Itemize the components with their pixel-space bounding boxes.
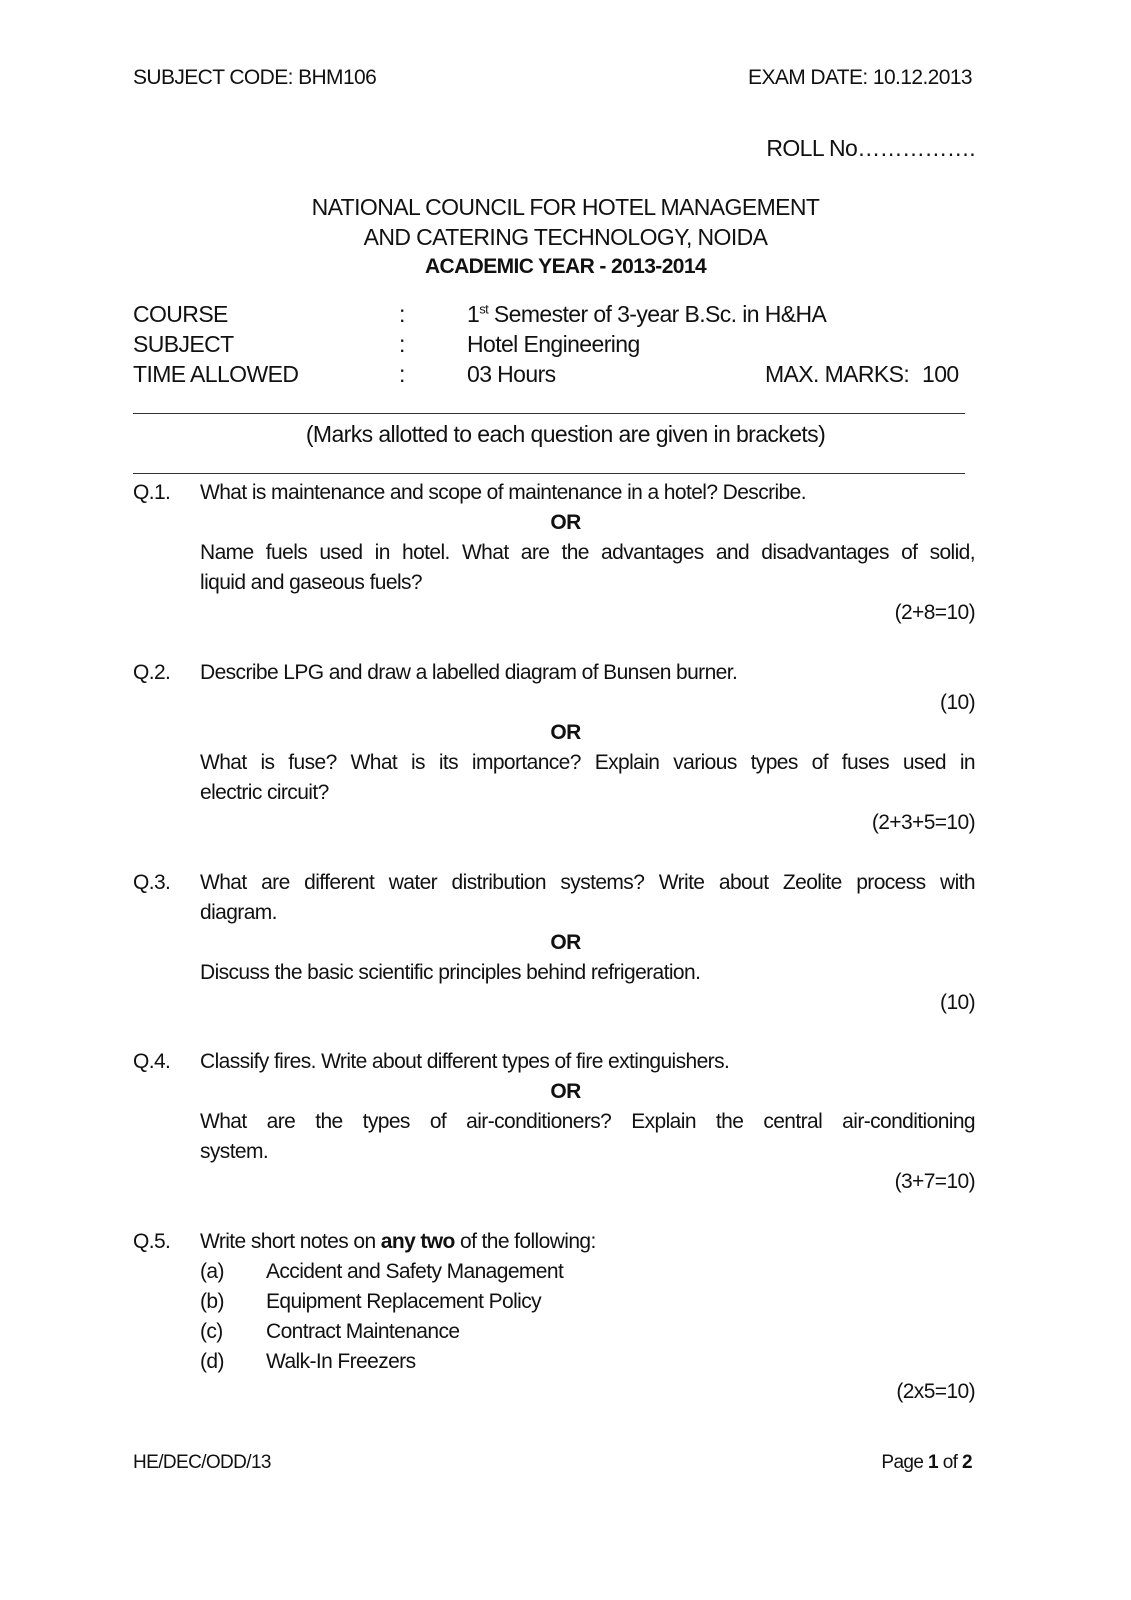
- question-text: diagram.: [200, 901, 277, 924]
- course-value: 1st Semester of 3-year B.Sc. in H&HA: [467, 301, 827, 327]
- max-marks-value: 100: [922, 361, 959, 387]
- question-text: What is fuse? What is its importance? Explain various types of fuses used in: [200, 751, 975, 774]
- divider: [133, 473, 965, 474]
- question-number: Q.2.: [133, 661, 171, 684]
- question-text: What are the types of air-conditioners? Explain the central air-conditioning: [200, 1110, 975, 1133]
- question-text: electric circuit?: [200, 781, 329, 804]
- exam-date: EXAM DATE: 10.12.2013: [748, 66, 972, 89]
- question-marks: (2+8=10): [894, 601, 975, 624]
- option-key: (b): [200, 1290, 224, 1313]
- subject-value: Hotel Engineering: [467, 331, 640, 357]
- question-text: What is maintenance and scope of maintenance in a hotel? Describe.: [200, 481, 806, 504]
- question-number: Q.1.: [133, 481, 171, 504]
- option-text: Contract Maintenance: [266, 1320, 460, 1343]
- option-key: (d): [200, 1350, 224, 1373]
- course-label: COURSE: [133, 301, 228, 327]
- question-number: Q.5.: [133, 1230, 171, 1253]
- time-value: 03 Hours: [467, 361, 556, 387]
- question-marks: (2+3+5=10): [871, 811, 975, 834]
- option-text: Equipment Replacement Policy: [266, 1290, 542, 1313]
- page-number: Page 1 of 2: [881, 1452, 972, 1473]
- subject-label: SUBJECT: [133, 331, 234, 357]
- or-separator: OR: [550, 721, 581, 744]
- or-separator: OR: [550, 931, 581, 954]
- colon: :: [399, 361, 405, 387]
- time-label: TIME ALLOWED: [133, 361, 299, 387]
- colon: :: [399, 301, 405, 327]
- academic-year: ACADEMIC YEAR - 2013-2014: [424, 255, 707, 278]
- question-text: liquid and gaseous fuels?: [200, 571, 423, 594]
- question-marks: (3+7=10): [894, 1170, 975, 1193]
- question-text: Discuss the basic scientific principles behind refrigeration.: [200, 961, 701, 984]
- question-marks: (10): [940, 691, 975, 714]
- or-separator: OR: [550, 511, 581, 534]
- subject-code: SUBJECT CODE: BHM106: [133, 66, 377, 89]
- divider: [133, 413, 965, 414]
- option-key: (c): [200, 1320, 223, 1343]
- title-line-2: AND CATERING TECHNOLOGY, NOIDA: [363, 224, 768, 250]
- question-text: Classify fires. Write about different types of fire extinguishers.: [200, 1050, 730, 1073]
- question-marks: (2x5=10): [896, 1380, 975, 1403]
- question-text: Describe LPG and draw a labelled diagram of Bunsen burner.: [200, 661, 738, 684]
- marks-note: (Marks allotted to each question are given in brackets): [305, 421, 826, 447]
- question-marks: (10): [940, 991, 975, 1014]
- question-number: Q.4.: [133, 1050, 171, 1073]
- question-text: What are different water distribution systems? Write about Zeolite process with: [200, 871, 975, 894]
- question-text: Name fuels used in hotel. What are the advantages and disadvantages of solid,: [200, 541, 975, 564]
- or-separator: OR: [550, 1080, 581, 1103]
- question-text: Write short notes on any two of the following:: [200, 1230, 596, 1253]
- colon: :: [399, 331, 405, 357]
- option-key: (a): [200, 1260, 224, 1283]
- option-text: Accident and Safety Management: [266, 1260, 564, 1283]
- title-line-1: NATIONAL COUNCIL FOR HOTEL MANAGEMENT: [311, 194, 820, 220]
- roll-no: ROLL No…………….: [766, 135, 975, 161]
- option-text: Walk-In Freezers: [266, 1350, 416, 1373]
- max-marks-label: MAX. MARKS:: [765, 361, 910, 387]
- question-number: Q.3.: [133, 871, 171, 894]
- footer-code: HE/DEC/ODD/13: [133, 1452, 271, 1473]
- question-text: system.: [200, 1140, 269, 1163]
